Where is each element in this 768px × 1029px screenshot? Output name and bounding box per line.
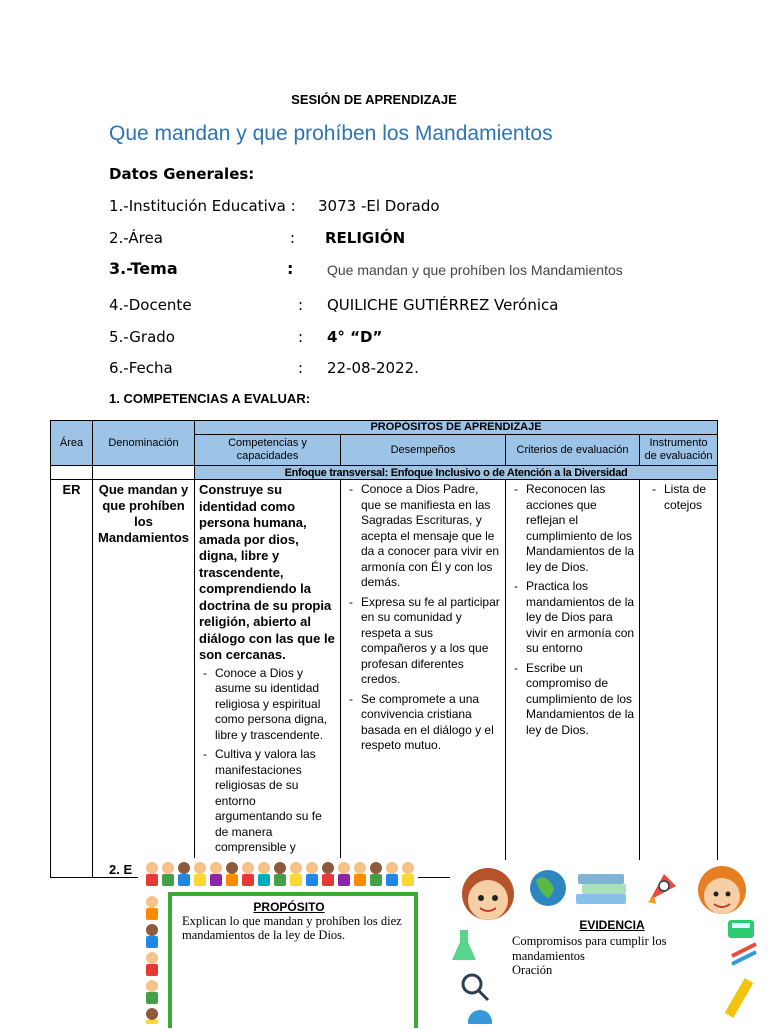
- pencils-icon: [732, 944, 756, 964]
- row-area-colon: :: [290, 229, 296, 247]
- proposito-title: PROPÓSITO: [253, 900, 325, 914]
- competencias-cell: [195, 480, 341, 878]
- row-institucion-label: 1.-Institución Educativa :: [109, 197, 296, 215]
- kids-row-icon: [138, 858, 418, 888]
- row-docente-value: QUILICHE GUTIÉRREZ Verónica: [327, 296, 559, 314]
- boy-face-icon: [698, 866, 746, 914]
- row-institucion-value: 3073 -El Dorado: [318, 197, 440, 215]
- row-fecha-value: 22-08-2022.: [327, 359, 419, 377]
- row-tema-colon: :: [287, 259, 294, 278]
- instrumento-cell: [640, 480, 718, 878]
- section1-heading: 1. COMPETENCIAS A EVALUAR:: [109, 391, 311, 406]
- criterios-list: [510, 482, 635, 738]
- criterios-cell: [506, 480, 640, 878]
- books-icon: [576, 874, 626, 904]
- evidencia-line: Compromisos para cumplir los mandamientos: [512, 934, 667, 963]
- desempenos-list: [345, 482, 501, 754]
- enfoque-transversal: Enfoque transversal: Enfoque Inclusivo o de Atención a la Diversidad: [195, 466, 718, 480]
- desempenos-cell: [341, 480, 506, 878]
- row-docente-label: 4.-Docente: [109, 296, 192, 314]
- evidencia-text: [512, 934, 712, 978]
- header-area: Área: [51, 421, 93, 466]
- general-data-heading: Datos Generales:: [109, 165, 255, 183]
- list-item: - Conoce a Dios Padre, que se manifiesta en las Sagradas Escrituras, y acepta el mensaje que le da a conocer para vivir en armonía con Él y con los demás.: [361, 482, 501, 591]
- globe-icon: [530, 870, 566, 906]
- row-grado-value: 4° “D”: [327, 328, 383, 346]
- header-criterios: Criterios de evaluación: [506, 435, 640, 466]
- header-denominacion: Denominación: [93, 421, 195, 466]
- header-competencias: Competencias y capacidades: [195, 435, 341, 466]
- list-item: - Lista de cotejos: [664, 482, 713, 513]
- topic-title: Que mandan y que prohíben los Mandamientos: [109, 122, 553, 145]
- row-grado-label: 5.-Grado: [109, 328, 175, 346]
- list-item: - Conoce a Dios y asume su identidad religiosa y espiritual como persona digna, libre y trascendente.: [215, 666, 336, 744]
- header-propositos: PROPÓSITOS DE APRENDIZAJE: [195, 421, 718, 435]
- ball-icon: [468, 1010, 492, 1024]
- evidencia-line: Oración: [512, 963, 553, 977]
- session-title: SESIÓN DE APRENDIZAJE: [291, 92, 457, 107]
- competencia-text: Construye su identidad como persona humana, amada por dios, digna, libre y trascendente, comprendiendo la doctrina de su propia religión, abierto al diálogo con las que le son cercanas.: [199, 482, 335, 662]
- list-item: - Cultiva y valora las manifestaciones religiosas de su entorno argumentando su fe de manera comprensible y: [215, 747, 336, 871]
- list-item: - Practica los mandamientos de la ley de Dios para vivir en armonía con su entorno: [526, 579, 635, 657]
- header-instrumento: Instrumento de evaluación: [640, 435, 718, 466]
- row-fecha-colon: :: [298, 359, 304, 377]
- capacidades-list: [199, 666, 336, 872]
- section2-heading: 2. E: [109, 862, 133, 877]
- row-area-label: 2.-Área: [109, 229, 163, 247]
- flask-icon: [452, 930, 476, 960]
- rocket-icon: [648, 874, 676, 904]
- calculator-icon: [728, 920, 754, 938]
- instrumento-list: [644, 482, 713, 513]
- denominacion-cell: Que mandan y que prohíben los Mandamientos: [93, 480, 195, 878]
- list-item: - Reconocen las acciones que reflejan el cumplimiento de los Mandamientos de la ley de Dios.: [526, 482, 635, 575]
- competencias-table: [50, 420, 718, 878]
- area-cell: ER: [51, 480, 93, 878]
- magnifier-icon: [463, 975, 488, 1000]
- header-desempenos: Desempeños: [341, 435, 506, 466]
- row-fecha-label: 6.-Fecha: [109, 359, 173, 377]
- proposito-text: Explican lo que mandan y prohíben los diez mandamientos de la ley de Dios.: [182, 914, 402, 942]
- list-item: - Escribe un compromiso de cumplimiento de los Mandamientos de la ley de Dios.: [526, 661, 635, 739]
- girl-face-icon: [462, 868, 514, 920]
- row-tema-value: Que mandan y que prohíben los Mandamientos: [327, 262, 623, 278]
- ruler-icon: [725, 978, 754, 1018]
- kids-column-icon: [146, 896, 158, 1024]
- row-area-value: RELIGIÓN: [325, 229, 406, 247]
- row-tema-label: 3.-Tema: [109, 259, 178, 278]
- list-item: - Se compromete a una convivencia cristiana basada en el diálogo y el respeto mutuo.: [361, 692, 501, 754]
- evidencia-title: EVIDENCIA: [579, 918, 645, 932]
- list-item: - Expresa su fe al participar en su comunidad y respeta a sus compañeros y a los que profesan diferentes credos.: [361, 595, 501, 688]
- row-grado-colon: :: [298, 328, 304, 346]
- row-docente-colon: :: [298, 296, 304, 314]
